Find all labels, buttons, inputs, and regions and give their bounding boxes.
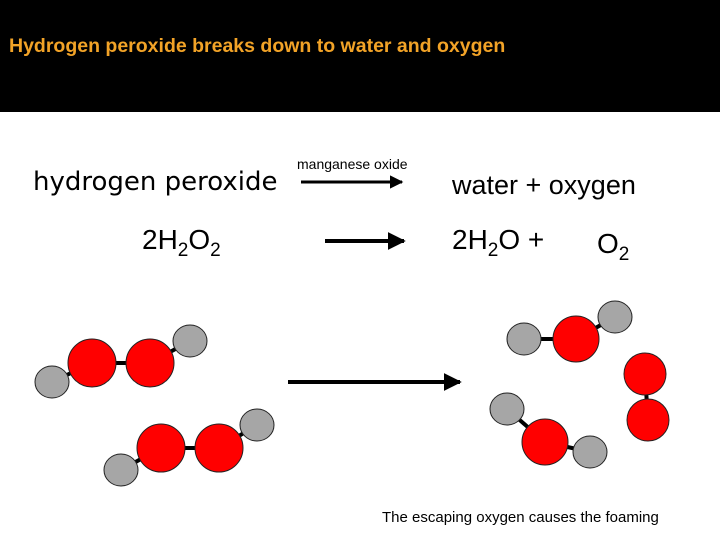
products-name: water + oxygen xyxy=(452,170,636,200)
hydrogen-atom xyxy=(173,325,207,357)
oxygen-atom xyxy=(195,424,243,472)
oxygen-atom xyxy=(553,316,599,362)
hydrogen-atom xyxy=(35,366,69,398)
water-formula: $2H_2O$ + xyxy=(452,224,545,261)
hydrogen-atom xyxy=(598,301,632,333)
reactant-formula: $2H_2O_2$ xyxy=(142,224,221,261)
hydrogen-atom xyxy=(507,323,541,355)
water-molecule xyxy=(507,301,632,362)
oxygen-atom xyxy=(627,399,669,441)
hydrogen-atom xyxy=(490,393,524,425)
oxygen-atom xyxy=(137,424,185,472)
catalyst-label: manganese oxide xyxy=(297,156,408,172)
oxygen-atom xyxy=(522,419,568,465)
hydrogen-atom xyxy=(104,454,138,486)
caption: The escaping oxygen causes the foaming xyxy=(382,509,659,526)
hydrogen-atom xyxy=(240,409,274,441)
oxygen-atom xyxy=(126,339,174,387)
water-molecule xyxy=(490,393,607,468)
oxygen-atom xyxy=(624,353,666,395)
oxygen-atom xyxy=(68,339,116,387)
hydrogen-atom xyxy=(573,436,607,468)
oxygen-formula: $O_2$ xyxy=(597,228,630,265)
reactant-name: hydrogen peroxide xyxy=(33,167,278,197)
slide-title: Hydrogen peroxide breaks down to water and oxygen xyxy=(9,35,506,57)
